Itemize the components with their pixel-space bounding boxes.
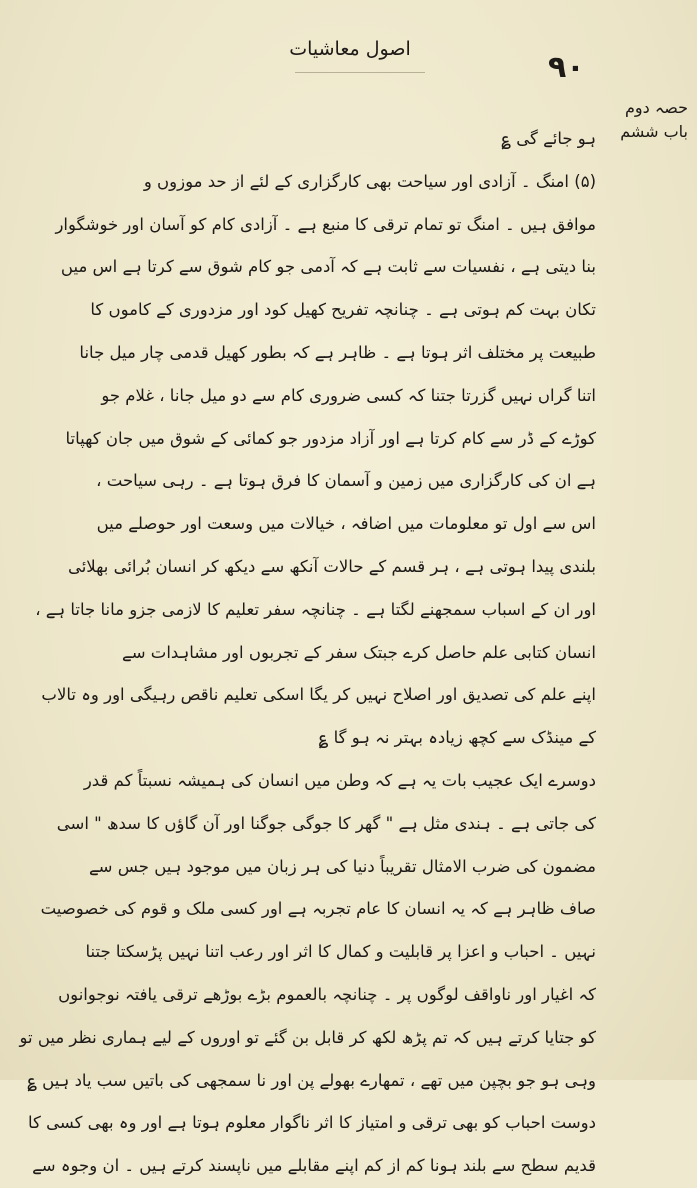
- title-divider: [295, 72, 425, 73]
- text-line: کی جاتی ہے ۔ ہندی مثل ہے " گھر کا جوگی جوگنا اور آن گاؤں کا سدھ " اسی: [56, 813, 596, 833]
- text-line: اور ان کے اسباب سمجھنے لگتا ہے ۔ چنانچہ سفر تعلیم کا لازمی جزو مانا جاتا ہے ،: [35, 599, 596, 619]
- text-line: بنا دیتی ہے ، نفسیات سے ثابت ہے کہ آدمی جو کام شوق سے کرتا ہے اس میں: [60, 257, 596, 277]
- text-line: طبیعت پر مختلف اثر ہوتا ہے ۔ ظاہر ہے کہ بطور کھیل قدمی چار میل جانا: [79, 342, 596, 362]
- text-line: اس سے اول تو معلومات میں اضافہ ، خیالات میں وسعت اور حوصلے میں: [96, 514, 596, 534]
- text-line: ہو جائے گی ؏: [501, 129, 596, 148]
- text-line: نہیں ۔ احباب و اعزا پر قابلیت و کمال کا اثر اور رعب اتنا نہیں پڑسکتا جتنا: [85, 942, 596, 962]
- text-line: دوست احباب کو بھی ترقی و امتیاز کا اثر ناگوار معلوم ہوتا ہے اور وہ بھی کسی کا: [27, 1113, 596, 1133]
- text-line: صاف ظاہر ہے کہ یہ انسان کا عام تجربہ ہے اور کسی ملک و قوم کی خصوصیت: [40, 899, 596, 919]
- text-line: اتنا گراں نہیں گزرتا جتنا کہ کسی ضروری کام سے دو میل جانا ، غلام جو: [101, 385, 596, 405]
- text-line: بلندی پیدا ہوتی ہے ، ہر قسم کے حالات آنکھ سے دیکھ کر انسان بُرائی بھلائی: [67, 556, 596, 576]
- body-text: [19, 118, 596, 1188]
- text-line: اپنے علم کی تصدیق اور اصلاح نہیں کر یگا اسکی تعلیم ناقص رہیگی اور وہ تالاب: [41, 685, 596, 705]
- section-chapter-label: باب ششم: [620, 122, 688, 141]
- text-line: کو جتایا کرتے ہیں کہ تم پڑھ لکھ کر قابل بن گئے تو اوروں کے لیے ہماری نظر میں تو: [19, 1027, 596, 1047]
- text-line: مضمون کی ضرب الامثال تقریباً دنیا کی ہر زبان میں موجود ہیں جس سے: [88, 856, 596, 876]
- text-line: تکان بہت کم ہوتی ہے ۔ چنانچہ تفریح کھیل کود اور مزدوری کے کاموں کا: [90, 300, 596, 320]
- text-line: موافق ہیں ۔ امنگ تو تمام ترقی کا منبع ہے ۔ آزادی کام کو آسان اور خوشگوار: [55, 214, 596, 234]
- text-line: (۵) امنگ ۔ آزادی اور سیاحت بھی کارگزاری کے لئے از حد موزوں و: [143, 171, 596, 191]
- text-line: دوسرے ایک عجیب بات یہ ہے کہ وطن میں انسان کی ہمیشہ نسبتاً کم قدر: [83, 770, 596, 790]
- running-title: اصول معاشیات: [289, 38, 411, 60]
- text-line: وہی ہو جو بچپن میں تھے ، تمھارے بھولے پن اور نا سمجھی کی باتیں سب یاد ہیں ؏: [27, 1070, 596, 1090]
- page-number: ۹۰: [548, 50, 585, 85]
- text-line: کے مینڈک سے کچھ زیادہ بہتر نہ ہو گا ؏: [318, 728, 596, 748]
- section-marker: [608, 96, 688, 144]
- text-line: کہ اغیار اور ناواقف لوگوں پر ۔ چنانچہ بالعموم بڑے بوڑھے ترقی یافتہ نوجوانوں: [58, 984, 596, 1004]
- text-line: انسان کتابی علم حاصل کرے جبتک سفر کے تجربوں اور مشاہدات سے: [122, 642, 596, 662]
- text-line: قدیم سطح سے بلند ہونا کم از کم اپنے مقابلے میں ناپسند کرتے ہیں ۔ ان وجوہ سے: [32, 1156, 596, 1176]
- text-line: ہے ان کی کارگزاری میں زمین و آسمان کا فرق ہوتا ہے ۔ رہی سیاحت ،: [96, 471, 596, 491]
- section-part-label: حصہ دوم: [625, 98, 688, 117]
- text-line: کوڑے کے ڈر سے کام کرتا ہے اور آزاد مزدور جو کمائی کے شوق میں جان کھپاتا: [65, 428, 596, 448]
